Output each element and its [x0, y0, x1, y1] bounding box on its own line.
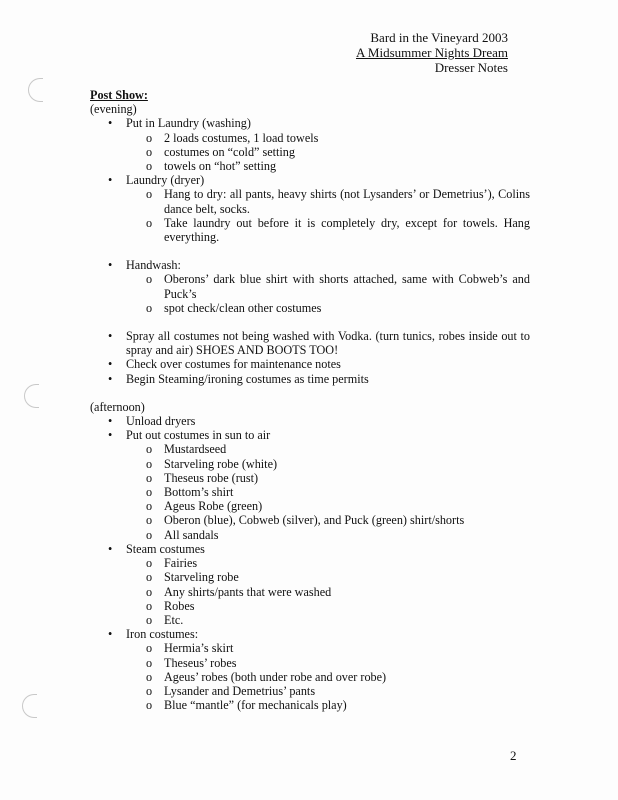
- sub-list-item: o All sandals: [146, 527, 219, 542]
- sub-bullet-icon: o: [146, 584, 153, 599]
- punch-hole-middle: [24, 384, 39, 408]
- sub-list-item: o Oberons’ dark blue shirt with shorts attached, same with Cobweb’s and Puck’s: [146, 272, 530, 301]
- page-number: 2: [510, 748, 517, 763]
- evening-label: (evening): [90, 102, 137, 117]
- sub-bullet-icon: o: [146, 272, 153, 287]
- sub-list-item: o Hermia’s skirt: [146, 641, 234, 656]
- sub-list-item: o Starveling robe: [146, 570, 239, 585]
- sub-list: [126, 187, 530, 244]
- afternoon-list: [90, 414, 530, 712]
- sub-list-item: o Bottom’s shirt: [146, 485, 234, 500]
- handwash-list: [90, 258, 530, 315]
- list-item-text: Steam costumes: [126, 541, 205, 556]
- sub-list-item: o Theseus robe (rust): [146, 470, 259, 485]
- sub-list: [126, 442, 530, 541]
- list-item: [90, 428, 530, 542]
- sub-list: [126, 272, 530, 315]
- header-play-title: A Midsummer Nights Dream: [355, 45, 508, 60]
- list-item: [90, 258, 530, 315]
- sub-list-item: o Etc.: [146, 612, 184, 627]
- sub-bullet-icon: o: [146, 470, 153, 485]
- sub-bullet-icon: o: [146, 187, 153, 202]
- sub-list-item: o Robes: [146, 598, 195, 613]
- sub-list: [126, 641, 530, 712]
- bullet-icon: •: [108, 258, 113, 273]
- document-body: [90, 88, 530, 712]
- bullet-icon: •: [108, 541, 113, 556]
- sub-list-item: o Oberon (blue), Cobweb (silver), and Puck (green) shirt/shorts: [146, 513, 465, 528]
- sub-list-item: o Any shirts/pants that were washed: [146, 584, 332, 599]
- sub-list-item: o Blue “mantle” (for mechanicals play): [146, 698, 347, 713]
- list-item: [90, 372, 530, 386]
- sub-bullet-icon: o: [146, 598, 153, 613]
- list-item-text: Handwash:: [126, 258, 181, 273]
- list-item-text: Check over costumes for maintenance notes: [126, 357, 341, 372]
- list-item: [90, 414, 530, 428]
- sub-list-item: o Mustardseed: [146, 442, 227, 457]
- sub-list-item: o spot check/clean other costumes: [146, 300, 322, 315]
- spray-list: [90, 329, 530, 386]
- bullet-icon: •: [108, 329, 113, 344]
- sub-list-item: o Take laundry out before it is completely dry, except for towels. Hang everything.: [146, 215, 530, 245]
- list-item: [90, 627, 530, 712]
- sub-list-item: o Lysander and Demetrius’ pants: [146, 683, 316, 698]
- list-item: [90, 173, 530, 244]
- sub-bullet-icon: o: [146, 130, 153, 145]
- sub-bullet-icon: o: [146, 655, 153, 670]
- sub-bullet-icon: o: [146, 300, 153, 315]
- bullet-icon: •: [108, 357, 113, 372]
- sub-bullet-icon: o: [146, 159, 153, 174]
- sub-bullet-icon: o: [146, 612, 153, 627]
- list-item-text: Unload dryers: [126, 414, 196, 429]
- sub-list-item: o Ageus Robe (green): [146, 499, 263, 514]
- sub-bullet-icon: o: [146, 683, 153, 698]
- sub-list-item: o Theseus’ robes: [146, 655, 237, 670]
- list-item-text: Put out costumes in sun to air: [126, 428, 271, 443]
- list-item: [90, 542, 530, 627]
- sub-list: [126, 131, 530, 174]
- bullet-icon: •: [108, 173, 113, 188]
- sub-bullet-icon: o: [146, 556, 153, 571]
- list-item-text: Begin Steaming/ironing costumes as time permits: [126, 371, 369, 386]
- sub-bullet-icon: o: [146, 513, 153, 528]
- afternoon-label: (afternoon): [90, 399, 145, 414]
- sub-list-item: o Starveling robe (white): [146, 456, 278, 471]
- document-header: [356, 30, 508, 75]
- sub-bullet-icon: o: [146, 442, 153, 457]
- sub-list-item: o costumes on “cold” setting: [146, 144, 295, 159]
- bullet-icon: •: [108, 116, 113, 131]
- sub-bullet-icon: o: [146, 698, 153, 713]
- sub-list-item: o Hang to dry: all pants, heavy shirts (not Lysanders’ or Demetrius’), Colins dance belt, socks.: [146, 187, 530, 216]
- header-subtitle: Dresser Notes: [434, 60, 508, 75]
- punch-hole-bottom: [22, 694, 37, 718]
- list-item-text: Spray all costumes not being washed with Vodka. (turn tunics, robes inside out to spray and air) SHOES AND BOOTS TOO!: [126, 329, 530, 358]
- sub-bullet-icon: o: [146, 215, 153, 230]
- sub-list-item: o Ageus’ robes (both under robe and over robe): [146, 669, 387, 684]
- list-item: [90, 357, 530, 371]
- sub-bullet-icon: o: [146, 485, 153, 500]
- sub-bullet-icon: o: [146, 570, 153, 585]
- sub-list-item: o Fairies: [146, 556, 198, 571]
- bullet-icon: •: [108, 371, 113, 386]
- list-item-text: Laundry (dryer): [126, 173, 205, 188]
- sub-bullet-icon: o: [146, 641, 153, 656]
- sub-bullet-icon: o: [146, 669, 153, 684]
- sub-list: [126, 556, 530, 627]
- list-item-text: Iron costumes:: [126, 627, 199, 642]
- bullet-icon: •: [108, 428, 113, 443]
- list-item-text: Put in Laundry (washing): [126, 116, 251, 131]
- sub-bullet-icon: o: [146, 144, 153, 159]
- bullet-icon: •: [108, 414, 113, 429]
- bullet-icon: •: [108, 627, 113, 642]
- sub-list-item: o 2 loads costumes, 1 load towels: [146, 130, 319, 145]
- section-title: Post Show:: [90, 88, 148, 102]
- sub-bullet-icon: o: [146, 456, 153, 471]
- list-item: [90, 329, 530, 357]
- sub-bullet-icon: o: [146, 499, 153, 514]
- sub-bullet-icon: o: [146, 527, 153, 542]
- list-item: [90, 116, 530, 173]
- header-event: Bard in the Vineyard 2003: [370, 30, 508, 45]
- punch-hole-top: [28, 78, 43, 102]
- evening-list: [90, 116, 530, 244]
- sub-list-item: o towels on “hot” setting: [146, 159, 277, 174]
